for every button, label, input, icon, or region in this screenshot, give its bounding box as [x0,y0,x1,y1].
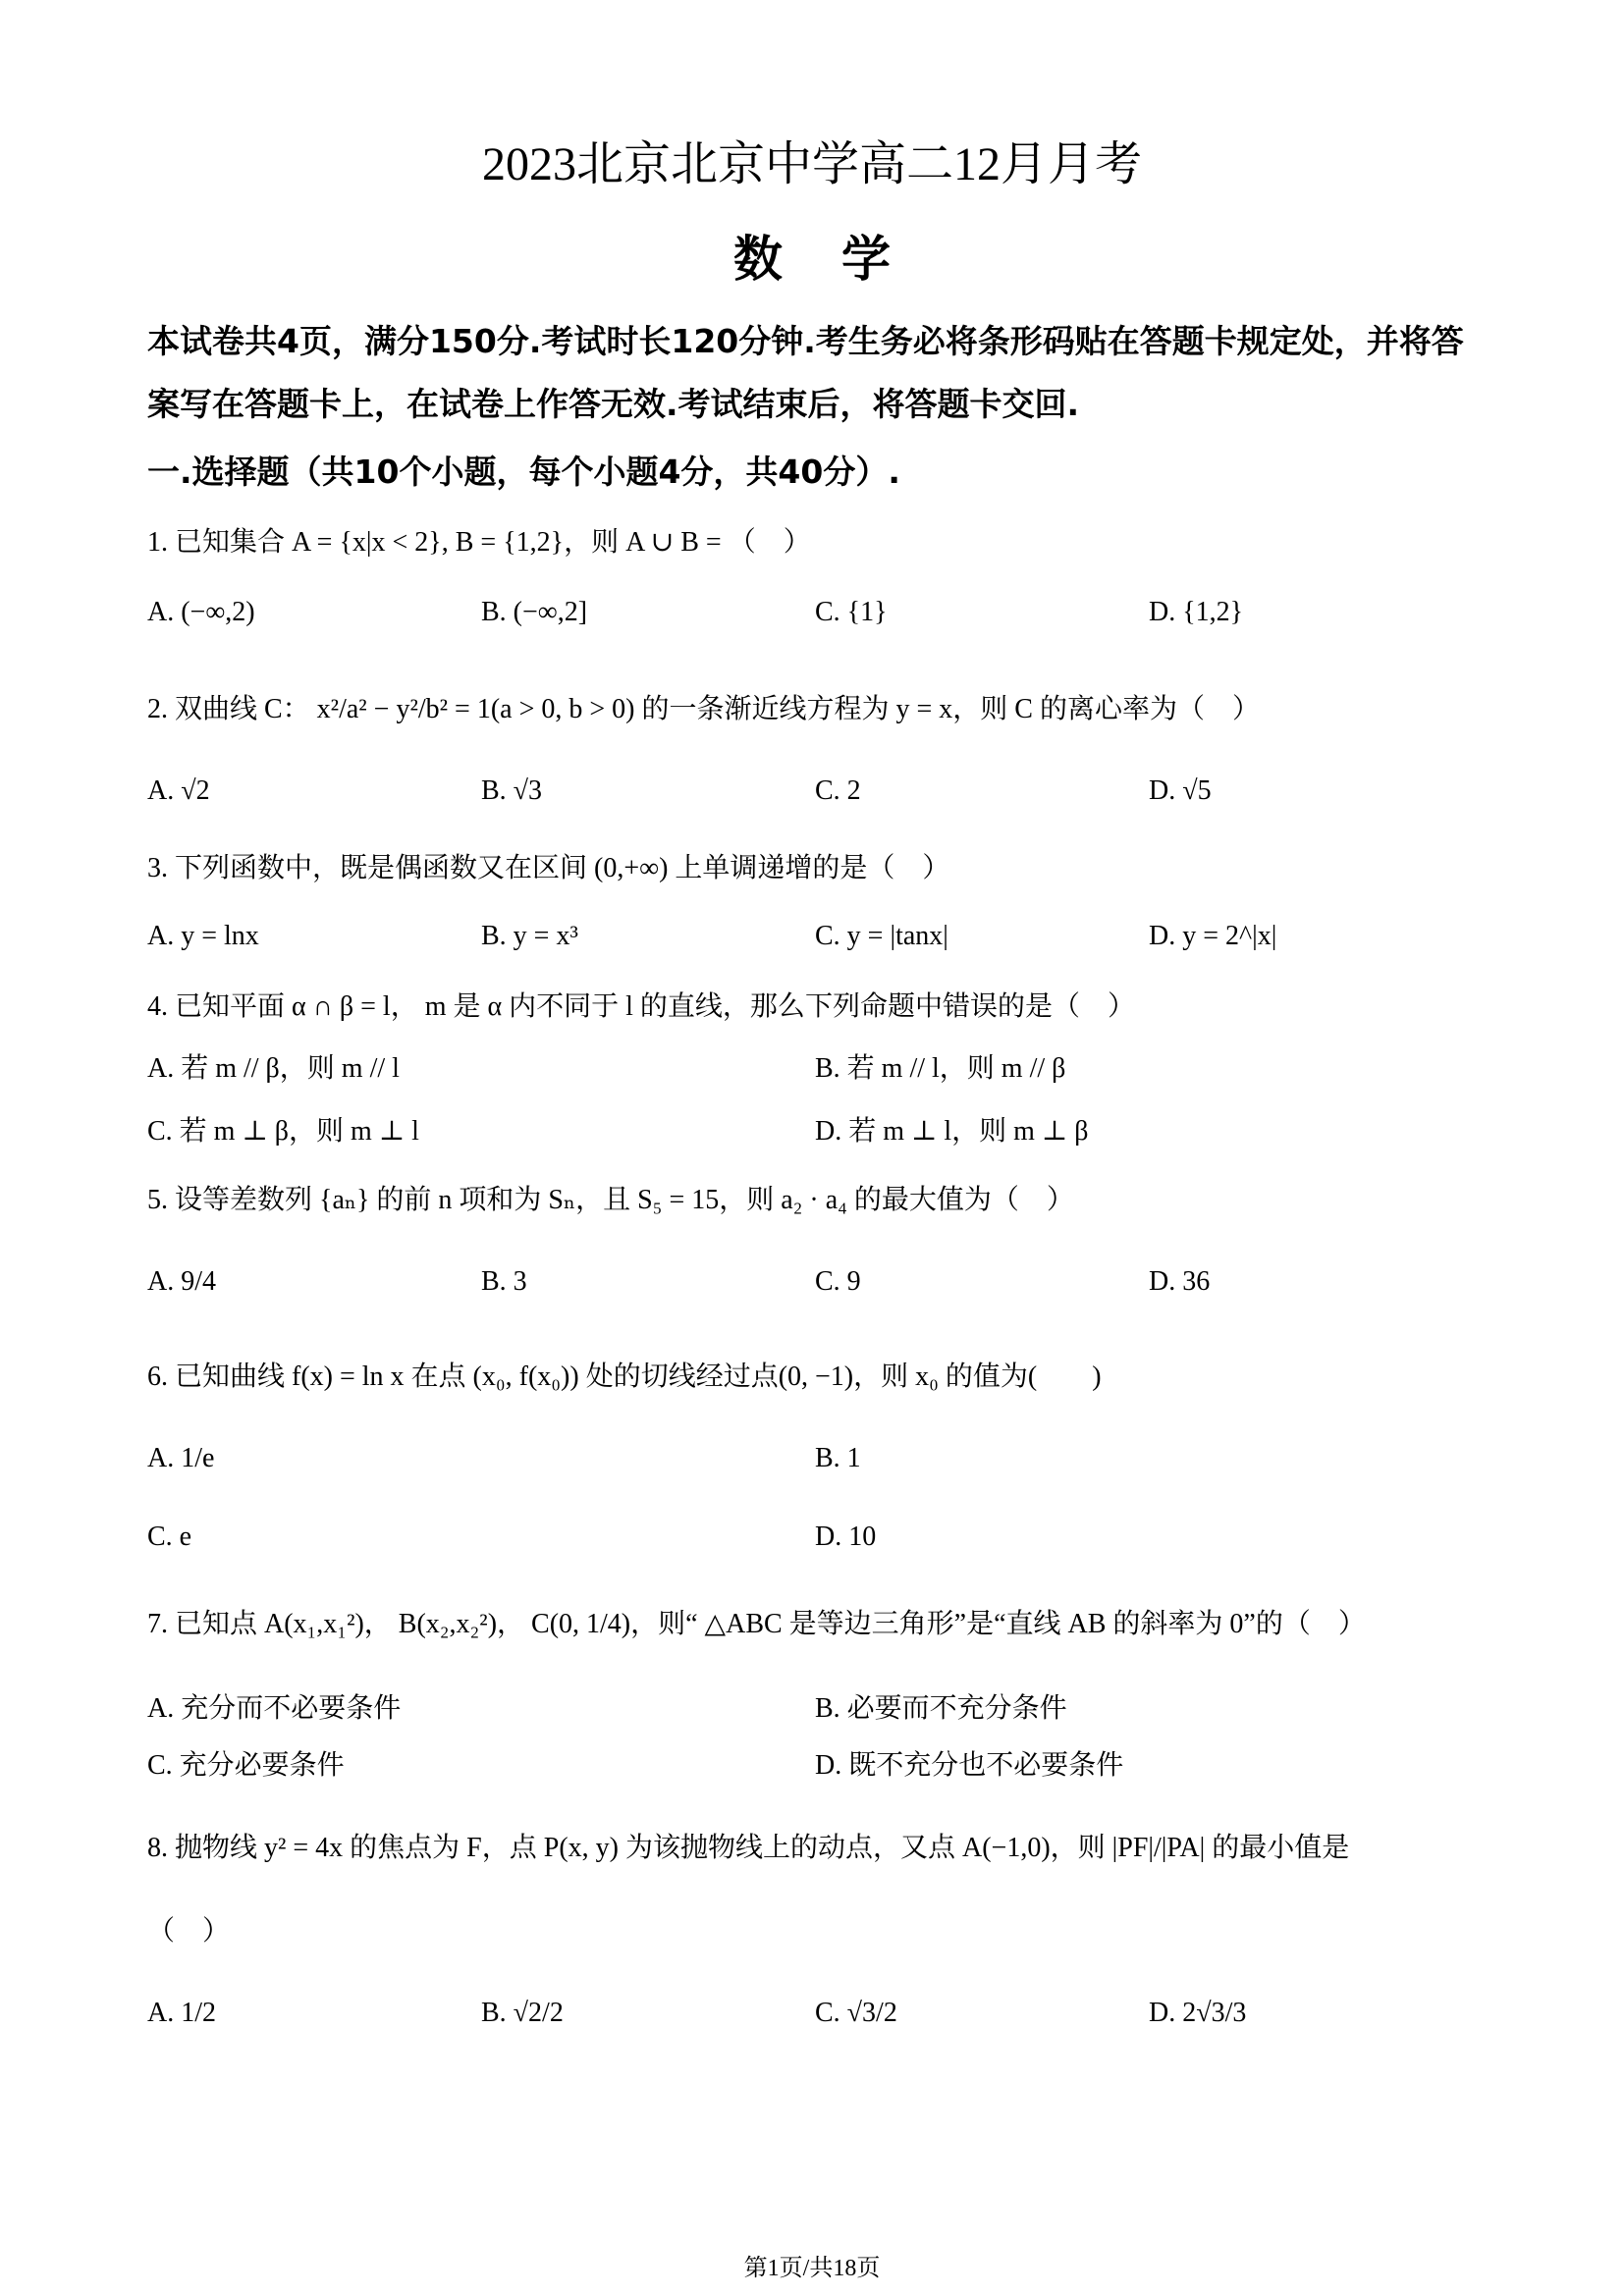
question-1-option-d: D. {1,2} [1149,597,1244,627]
question-3-option-a: A. y = lnx [147,921,259,951]
question-5-option-b: B. 3 [481,1266,527,1297]
question-6-stem: 6. 已知曲线 f(x) = ln x 在点 (x₀, f(x₀)) 处的切线经过点(0, −1)，则 x₀ 的值为( ) [147,1362,1102,1392]
question-4-option-d: D. 若 m ⊥ l，则 m ⊥ β [815,1116,1089,1147]
intro-line-2: 案写在答题卡上，在试卷上作答无效.考试结束后，将答题卡交回. [147,385,1080,423]
question-8-stem-continued: （ ） [147,1916,231,1947]
question-6-option-a: A. 1/e [147,1443,215,1473]
question-4-option-c: C. 若 m ⊥ β，则 m ⊥ l [147,1116,419,1147]
question-1-option-b: B. (−∞,2] [481,597,588,627]
question-2-stem: 2. 双曲线 C： x²/a² − y²/b² = 1(a > 0, b > 0) 的一条渐近线方程为 y = x，则 C 的离心率为（ ） [147,694,1260,724]
question-3-option-b: B. y = x³ [481,921,578,951]
question-7-stem: 7. 已知点 A(x₁,x₁²)， B(x₂,x₂²)， C(0, 1/4)，则“ △ABC 是等边三角形”是“直线 AB 的斜率为 0”的（ ） [147,1609,1366,1639]
question-2-option-c: C. 2 [815,775,861,806]
question-8-stem: 8. 抛物线 y² = 4x 的焦点为 F，点 P(x, y) 为该抛物线上的动点，又点 A(−1,0)，则 |PF|/|PA| 的最小值是 [147,1833,1350,1863]
question-3-option-c: C. y = |tanx| [815,921,948,951]
question-3-stem: 3. 下列函数中，既是偶函数又在区间 (0,+∞) 上单调递增的是（ ） [147,853,950,883]
subject-title: 数学 [733,232,949,287]
question-7-option-b: B. 必要而不充分条件 [815,1693,1067,1724]
question-3-option-d: D. y = 2^|x| [1149,921,1277,951]
intro-line-1: 本试卷共4页，满分150分.考试时长120分钟.考生务必将条形码贴在答题卡规定处，并将答 [147,322,1464,360]
question-1-stem: 1. 已知集合 A = {x|x < 2}, B = {1,2}，则 A ∪ B = （ ） [147,527,811,558]
page-number: 第1页/共18页 [743,2256,881,2281]
question-5-option-c: C. 9 [815,1266,861,1297]
question-2-option-b: B. √3 [481,775,543,806]
question-2-option-d: D. √5 [1149,775,1212,806]
question-2-option-a: A. √2 [147,775,210,806]
question-8-option-b: B. √2/2 [481,1998,564,2028]
question-4-option-a: A. 若 m // β，则 m // l [147,1053,400,1084]
question-6-option-c: C. e [147,1522,192,1552]
question-6-option-d: D. 10 [815,1522,877,1552]
question-6-option-b: B. 1 [815,1443,861,1473]
question-4-stem: 4. 已知平面 α ∩ β = l， m 是 α 内不同于 l 的直线，那么下列命题中错误的是（ ） [147,991,1135,1022]
question-8-option-a: A. 1/2 [147,1998,216,2028]
question-4-option-b: B. 若 m // l，则 m // β [815,1053,1066,1084]
question-7-option-c: C. 充分必要条件 [147,1750,345,1781]
question-5-option-a: A. 9/4 [147,1266,216,1297]
question-1-option-c: C. {1} [815,597,888,627]
question-7-option-d: D. 既不充分也不必要条件 [815,1750,1124,1781]
question-5-stem: 5. 设等差数列 {aₙ} 的前 n 项和为 Sₙ，且 S₅ = 15，则 a₂ · a₄ 的最大值为（ ） [147,1185,1074,1215]
section-heading: 一.选择题（共10个小题，每个小题4分，共40分）. [147,453,900,491]
question-7-option-a: A. 充分而不必要条件 [147,1693,402,1724]
question-8-option-c: C. √3/2 [815,1998,897,2028]
question-1-option-a: A. (−∞,2) [147,597,255,627]
page-title: 2023北京北京中学高二12月月考 [481,138,1142,190]
question-8-option-d: D. 2√3/3 [1149,1998,1247,2028]
question-5-option-d: D. 36 [1149,1266,1211,1297]
